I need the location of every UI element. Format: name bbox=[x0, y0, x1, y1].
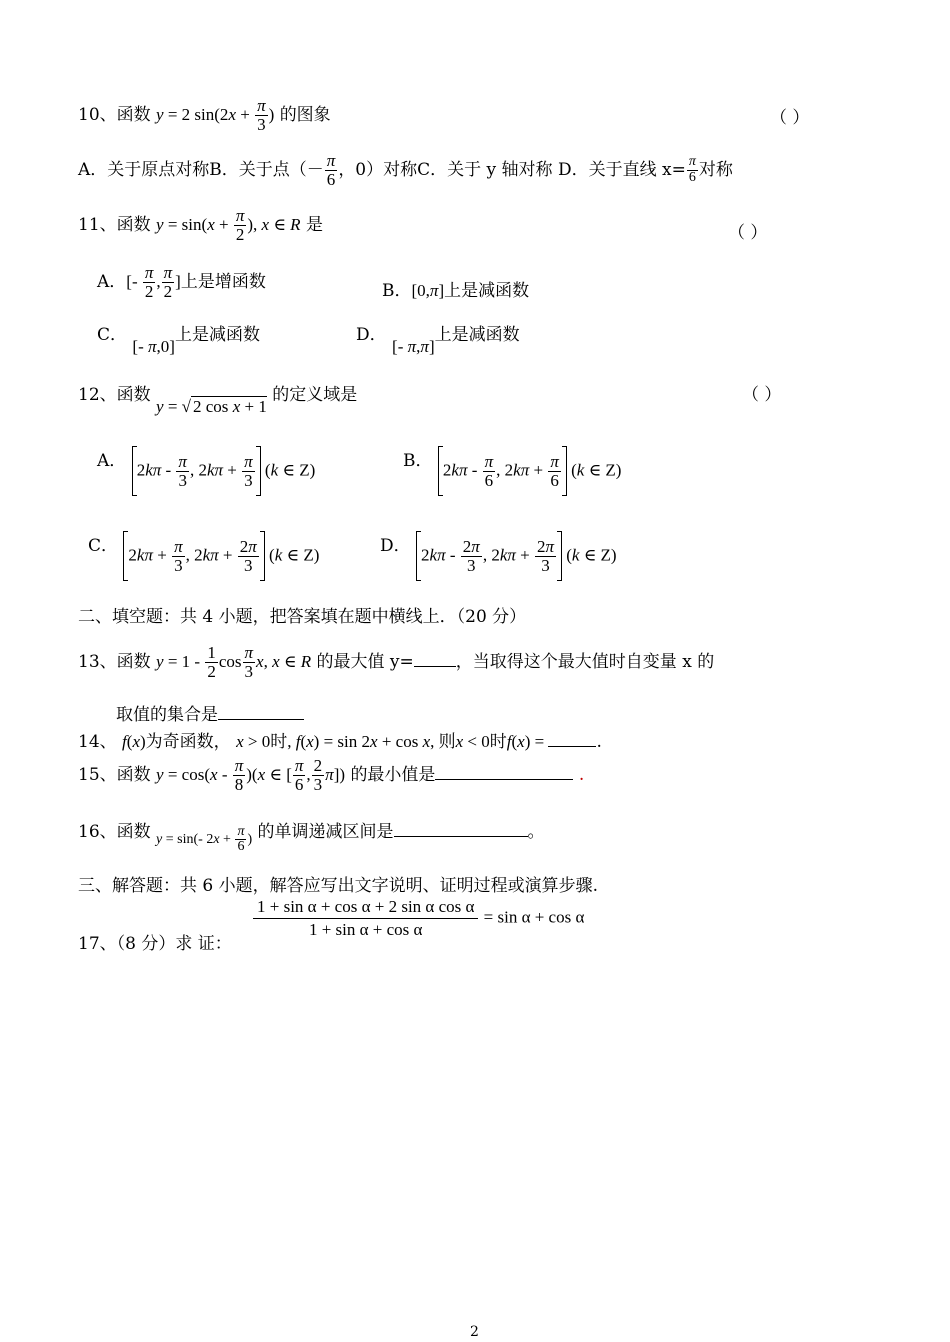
q11-option-a-text: 上是增函数 bbox=[180, 271, 266, 292]
q12-stem bbox=[78, 380, 358, 416]
q12-suffix: 的定义域是 bbox=[272, 385, 358, 405]
q14-answer-blank[interactable] bbox=[548, 729, 596, 747]
q13-line2-text: 取值的集合是 bbox=[116, 705, 218, 725]
q11-option-a-label: A． bbox=[97, 271, 127, 292]
q11-stem: 11、函数 y = sin(x + $\frac{\pi}{2}$ ), x ∈ R 是 bbox=[78, 206, 323, 244]
q10-option-b-suffix: ，0）对称 bbox=[338, 159, 418, 180]
page-number: 2 bbox=[470, 1324, 479, 1340]
q16-prefix: 16、函数 bbox=[78, 822, 151, 842]
q10-stem: 10、函数 y = 2 sin(2x + $\frac{\pi}{3}$ ) 的图象 bbox=[78, 96, 331, 134]
section-solve-heading: 三、解答题：共 6 小题，解答应写出文字说明、证明过程或演算步骤. bbox=[78, 876, 599, 896]
section-fill-in-heading: 二、填空题：共 4 小题，把答案填在题中横线上．（20 分） bbox=[78, 607, 527, 627]
q10-option-d-prefix: D．关于直线 x= bbox=[557, 159, 686, 180]
q11-option-d-text: 上是减函数 bbox=[434, 325, 520, 345]
q12-option-a-label: A． bbox=[97, 451, 127, 471]
q11-option-c: C． [- π,0]上是减函数 bbox=[97, 325, 260, 356]
q13-prefix: 13、函数 bbox=[78, 651, 151, 672]
q17-rhs: = sin α + cos α bbox=[483, 907, 585, 927]
q11-fraction: $\frac{\pi}{2}$ bbox=[235, 206, 245, 244]
q10-option-d-suffix: 对称 bbox=[698, 159, 733, 180]
q10-suffix: 的图象 bbox=[279, 104, 331, 125]
q14-text: 为奇函数， bbox=[145, 732, 231, 752]
q13-mid: 的最大值 y= bbox=[316, 651, 414, 672]
q17-denominator: 1 + sin α + cos α bbox=[308, 919, 423, 939]
q13-line2 bbox=[116, 700, 304, 725]
q16-suffix: 的单调递减区间是 bbox=[257, 822, 394, 842]
q15-stem: 15、函数 y = cos(x - $\frac{\pi}{8}$ )(x ∈ [ $\frac{\pi}{6}$ , $\frac{2}{3}$ π]) 的最小值是 . bbox=[78, 756, 585, 794]
q11-prefix: 11、函数 bbox=[78, 214, 151, 235]
q15-dot: . bbox=[578, 764, 585, 785]
q15-prefix: 15、函数 bbox=[78, 764, 151, 785]
q12-prefix: 12、函数 bbox=[78, 385, 151, 405]
q10-prefix: 10、函数 bbox=[78, 104, 151, 125]
q10-option-b-fraction: $\frac{\pi}{6}$ bbox=[326, 151, 336, 189]
q14-label: 14、 bbox=[78, 732, 117, 752]
q10-formula: y bbox=[156, 104, 164, 124]
q10-options bbox=[78, 152, 733, 189]
q13-suffix: ，当取得这个最大值时自变量 x 的 bbox=[455, 651, 715, 672]
q11-option-d: D． [- π,π]上是减函数 bbox=[356, 325, 520, 356]
q12-option-c-label: C． bbox=[88, 536, 119, 556]
q12-option-b: B． 2kπ - $\frac{\pi}{6}$ , 2kπ + $\frac{\pi}{6}$ (k ∈ Z) bbox=[403, 446, 621, 496]
q11-option-c-label: C． bbox=[97, 325, 128, 345]
q12-option-b-label: B． bbox=[403, 451, 433, 471]
q10-option-d-fraction: $\frac{\pi}{6}$ bbox=[688, 154, 696, 185]
q11-option-a: A．[- $\frac{\pi}{2}$ , $\frac{\pi}{2}$ ]上是增函数 bbox=[97, 263, 266, 301]
q12-paren: （ ） bbox=[742, 385, 782, 405]
q11-option-b-label: B． bbox=[382, 281, 412, 301]
q10-option-b-prefix: B．关于点（－ bbox=[209, 159, 324, 180]
q10-paren: （ ） bbox=[770, 108, 810, 128]
q11-option-c-text: 上是减函数 bbox=[174, 325, 260, 345]
q12-option-d-label: D． bbox=[380, 536, 411, 556]
q15-suffix: 的最小值是 bbox=[350, 764, 436, 785]
q12-formula: y = √ 2 cos x + 1 bbox=[156, 397, 267, 416]
q15-answer-blank[interactable] bbox=[435, 762, 573, 780]
q16-stem: 16、函数 $_{y = sin(- 2x + \frac{\pi}{6} )}$ 的单调递减区间是 。 bbox=[78, 817, 545, 849]
q11-option-b: B．[0,π]上是减函数 bbox=[382, 281, 530, 301]
q17-equation bbox=[252, 898, 584, 939]
q13-stem: 13、函数 y = 1 - $\frac{1}{2}$ cos $\frac{\pi}{3}$ x, x ∈ R 的最大值 y= ，当取得这个最大值时自变量 x 的 bbox=[78, 643, 715, 681]
q14-period: . bbox=[596, 732, 602, 752]
q13-answer-blank-1[interactable] bbox=[414, 649, 456, 667]
q11-option-d-label: D． bbox=[356, 325, 387, 345]
q10-option-a: A．关于原点对称 bbox=[78, 159, 210, 180]
q11-option-b-text: 上是减函数 bbox=[444, 281, 530, 301]
q16-end: 。 bbox=[527, 822, 545, 842]
q10-fraction: $\frac{\pi}{3}$ bbox=[257, 96, 266, 134]
q11-suffix: 是 bbox=[305, 214, 323, 235]
q10-option-c: C．关于 y 轴对称 bbox=[417, 159, 553, 180]
q12-option-d: D． 2kπ - $\frac{2\pi}{3}$ , 2kπ + $\frac{2\pi}{3}$ (k ∈ Z) bbox=[380, 531, 617, 581]
q12-option-c: C． 2kπ + $\frac{\pi}{3}$ , 2kπ + $\frac{2\pi}{3}$ (k ∈ Z) bbox=[88, 531, 319, 581]
q14-stem: 14、 f(x)为奇函数， x > 0时, f(x) = sin 2x + cos x, 则x < 0时f(x) = . bbox=[78, 727, 602, 752]
q17-numerator: 1 + sin α + cos α + 2 sin α cos α bbox=[253, 898, 478, 919]
q11-paren: （ ） bbox=[728, 223, 768, 243]
q16-answer-blank[interactable] bbox=[394, 819, 528, 837]
q13-answer-blank-2[interactable] bbox=[218, 702, 304, 720]
q12-option-a: A． 2kπ - $\frac{\pi}{3}$ , 2kπ + $\frac{\pi}{3}$ (k ∈ Z) bbox=[97, 446, 315, 496]
q17-label: 17、（8 分）求 证： bbox=[78, 934, 232, 954]
